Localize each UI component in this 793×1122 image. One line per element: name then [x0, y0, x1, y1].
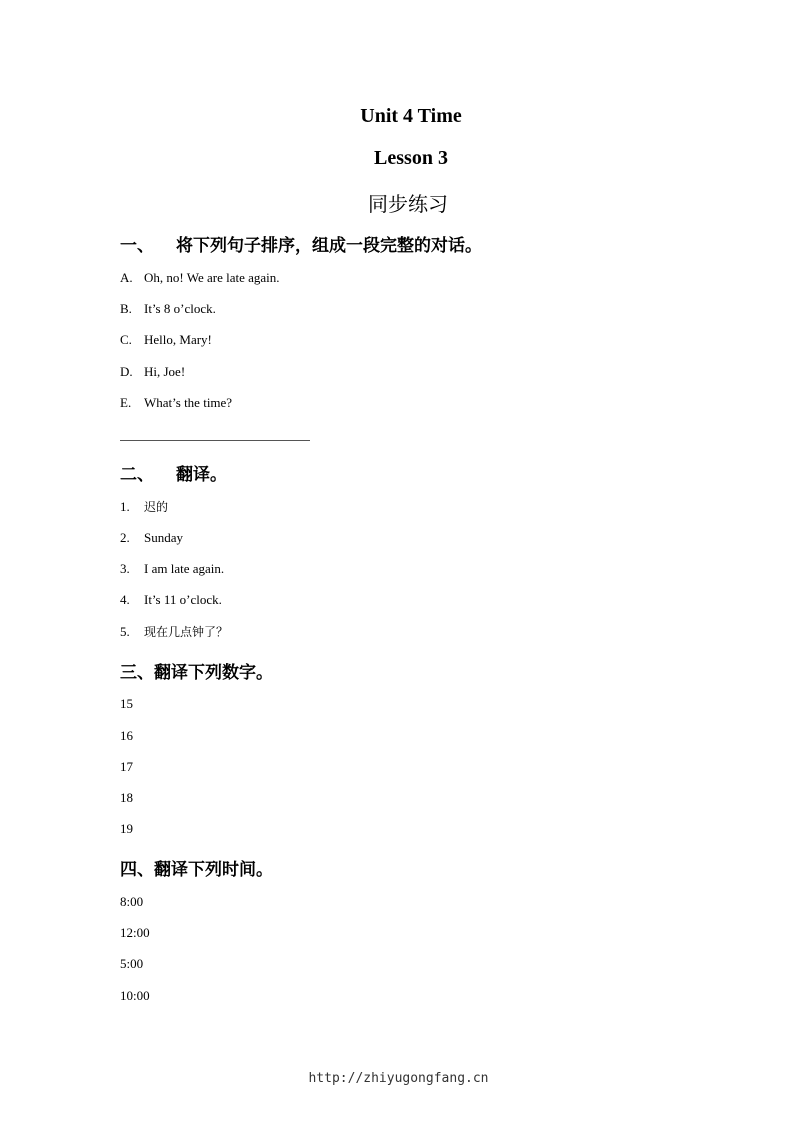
- item-text: Hello, Mary!: [144, 332, 212, 347]
- item-text: It’s 11 o’clock.: [144, 592, 222, 607]
- section-3-heading: 三、翻译下列数字。: [120, 663, 273, 683]
- list-item: [120, 395, 232, 411]
- item-text: I am late again.: [144, 561, 225, 576]
- footer-url: http://zhiyugongfang.cn: [308, 1071, 489, 1086]
- section-1-title: 将下列句子排序，组成一段完整的对话。: [176, 236, 482, 256]
- section-1-number: 一、: [120, 236, 154, 256]
- section-2-title: 翻译。: [176, 465, 227, 485]
- list-item: [120, 364, 185, 380]
- item-marker: 3.: [120, 561, 130, 576]
- section-2-heading: [120, 460, 227, 485]
- list-item: [120, 561, 224, 577]
- item-marker: 5.: [120, 624, 130, 639]
- list-item: [120, 498, 168, 515]
- item-marker: E.: [120, 395, 132, 410]
- list-item: 17: [120, 759, 133, 774]
- lesson-title: Lesson 3: [374, 147, 448, 169]
- item-marker: A.: [120, 270, 133, 285]
- page-subtitle: 同步练习: [368, 192, 448, 216]
- section-4-heading: 四、翻译下列时间。: [120, 860, 273, 880]
- list-item: [120, 270, 280, 286]
- item-marker: 1.: [120, 499, 130, 514]
- list-item: 5:00: [120, 956, 144, 971]
- section-2-number: 二、: [120, 465, 154, 485]
- list-item: [120, 530, 183, 546]
- item-text: Oh, no! We are late again.: [144, 270, 280, 285]
- item-marker: C.: [120, 332, 132, 347]
- list-item: 8:00: [120, 894, 144, 909]
- item-text: It’s 8 o’clock.: [144, 301, 216, 316]
- item-text: Hi, Joe!: [144, 364, 186, 379]
- list-item: [120, 332, 212, 348]
- item-text: 迟的: [144, 500, 169, 514]
- list-item: 10:00: [120, 988, 150, 1003]
- item-marker: B.: [120, 301, 132, 316]
- list-item: 18: [120, 790, 133, 805]
- list-item: 12:00: [120, 925, 150, 940]
- item-marker: D.: [120, 364, 133, 379]
- answer-line: [120, 440, 310, 441]
- item-text: What’s the time?: [144, 395, 233, 410]
- item-marker: 4.: [120, 592, 130, 607]
- list-item: 19: [120, 821, 133, 836]
- page-title: Unit 4 Time: [360, 105, 462, 127]
- list-item: [120, 623, 228, 640]
- section-1-heading: [120, 231, 482, 256]
- list-item: 15: [120, 696, 133, 711]
- list-item: [120, 301, 216, 317]
- item-text: Sunday: [144, 530, 183, 545]
- item-text: 现在几点钟了？: [144, 625, 229, 639]
- list-item: 16: [120, 728, 133, 743]
- item-marker: 2.: [120, 530, 130, 545]
- list-item: [120, 592, 222, 608]
